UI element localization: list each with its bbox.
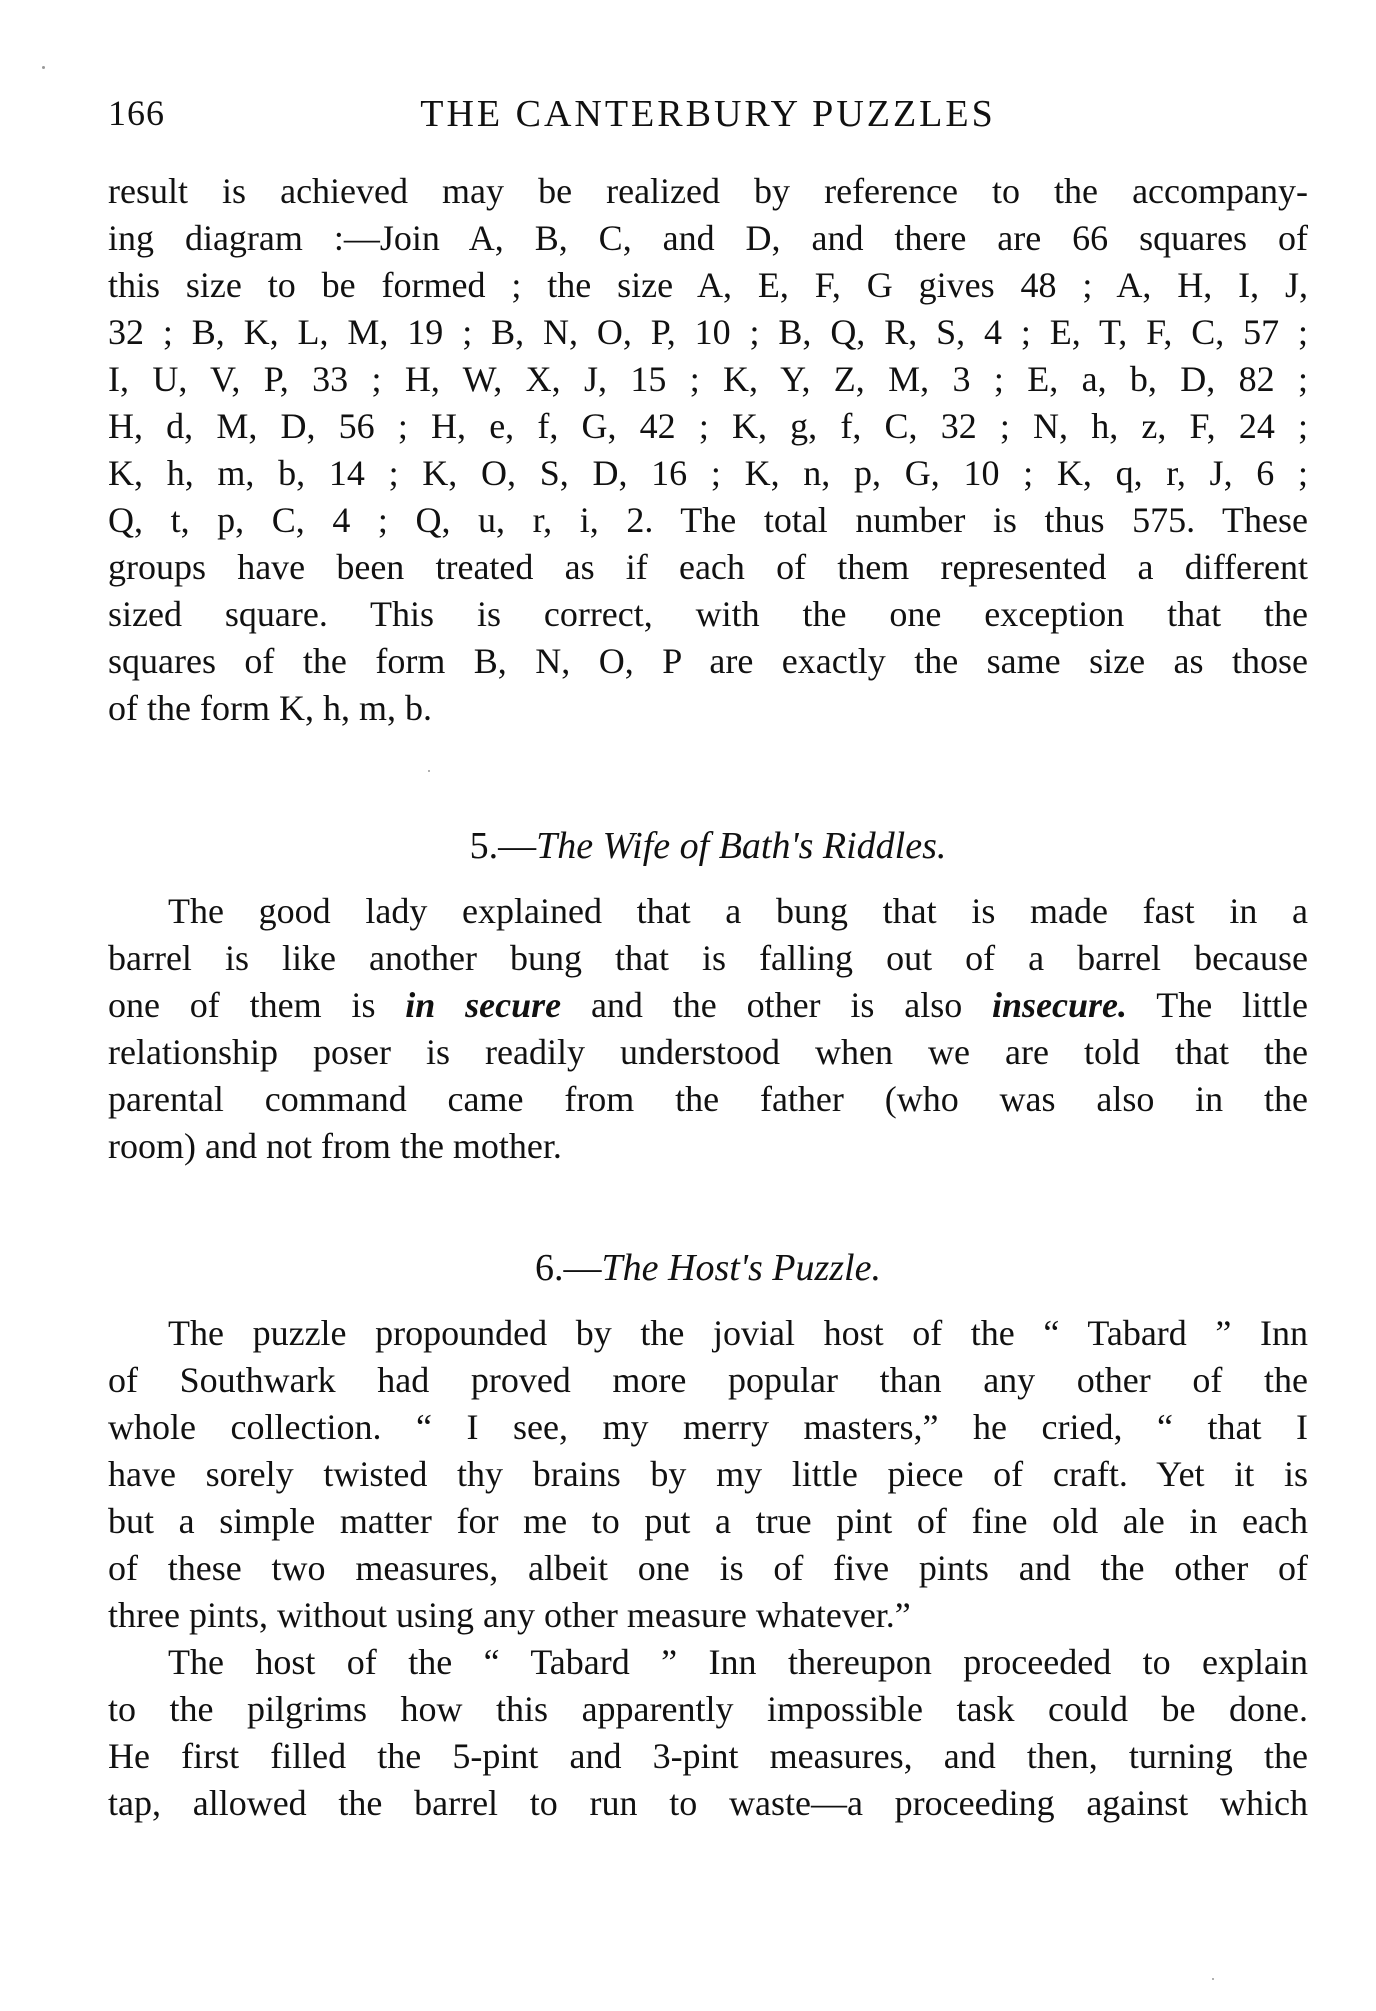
text-line: groups have been treated as if each of them represented a different: [108, 547, 1308, 587]
text-line: 32 ; B, K, L, M, 19 ; B, N, O, P, 10 ; B, Q, R, S, 4 ; E, T, F, C, 57 ;: [108, 312, 1308, 352]
text-line: to the pilgrims how this apparently impossible task could be done.: [108, 1689, 1308, 1729]
text-line: room) and not from the mother.: [108, 1126, 562, 1166]
continued-paragraph: [108, 168, 1308, 732]
text-segment: The little: [1127, 985, 1308, 1025]
text-line: He first filled the 5-pint and 3-pint measures, and then, turning the: [108, 1736, 1308, 1776]
section-5-paragraph: [108, 888, 1308, 1170]
text-segment: one of them is: [108, 985, 406, 1025]
text-line: three pints, without using any other measure whatever.”: [108, 1595, 911, 1635]
text-line: The good lady explained that a bung that is made fast in a: [168, 891, 1308, 931]
text-line: sized square. This is correct, with the one exception that the: [108, 594, 1308, 634]
text-line: of Southwark had proved more popular than any other of the: [108, 1360, 1308, 1400]
running-head: [108, 92, 1308, 140]
text-line: of the form K, h, m, b.: [108, 688, 432, 728]
text-line: relationship poser is readily understood when we are told that the: [108, 1032, 1308, 1072]
text-line: The host of the “ Tabard ” Inn thereupon proceeded to explain: [168, 1642, 1308, 1682]
paper-speck: [1212, 1978, 1214, 1980]
text-line: The puzzle propounded by the jovial host of the “ Tabard ” Inn: [168, 1313, 1308, 1353]
paper-speck: [428, 770, 430, 772]
text-line: this size to be formed ; the size A, E, F, G gives 48 ; A, H, I, J,: [108, 265, 1308, 305]
text-line: I, U, V, P, 33 ; H, W, X, J, 15 ; K, Y, Z, M, 3 ; E, a, b, D, 82 ;: [108, 359, 1308, 399]
section-5-heading: [108, 824, 1308, 868]
text-line: of these two measures, albeit one is of five pints and the other of: [108, 1548, 1308, 1588]
text-line: parental command came from the father (who was also in the: [108, 1079, 1308, 1119]
text-line: Q, t, p, C, 4 ; Q, u, r, i, 2. The total number is thus 575. These: [108, 500, 1308, 540]
section-6-title: The Host's Puzzle.: [601, 1247, 881, 1289]
paper-speck: [42, 66, 45, 69]
running-title: THE CANTERBURY PUZZLES: [420, 93, 996, 135]
section-6-heading: [108, 1246, 1308, 1290]
text-line: barrel is like another bung that is falling out of a barrel because: [108, 938, 1308, 978]
text-line: [108, 982, 1308, 1029]
text-segment: and the other is also: [561, 985, 993, 1025]
text-line: result is achieved may be realized by reference to the accompany-: [108, 171, 1308, 211]
section-6-paragraph-2: [108, 1639, 1308, 1827]
text-line: squares of the form B, N, O, P are exactly the same size as those: [108, 641, 1308, 681]
text-line: have sorely twisted thy brains by my little piece of craft. Yet it is: [108, 1454, 1308, 1494]
section-6-number: 6.—: [535, 1247, 602, 1289]
text-line: ing diagram :—Join A, B, C, and D, and there are 66 squares of: [108, 218, 1308, 258]
section-5-number: 5.—: [469, 825, 537, 867]
text-line: K, h, m, b, 14 ; K, O, S, D, 16 ; K, n, p, G, 10 ; K, q, r, J, 6 ;: [108, 453, 1308, 493]
section-6-paragraph-1: [108, 1310, 1308, 1639]
text-line: H, d, M, D, 56 ; H, e, f, G, 42 ; K, g, f, C, 32 ; N, h, z, F, 24 ;: [108, 406, 1308, 446]
text-line: but a simple matter for me to put a true pint of fine old ale in each: [108, 1501, 1308, 1541]
page-number: 166: [108, 93, 165, 133]
text-line: tap, allowed the barrel to run to waste—a proceeding against which: [108, 1783, 1308, 1823]
emphasis-in-secure: in secure: [405, 985, 562, 1025]
section-5-title: The Wife of Bath's Riddles.: [536, 825, 947, 867]
text-line: whole collection. “ I see, my merry masters,” he cried, “ that I: [108, 1407, 1308, 1447]
emphasis-insecure: insecure.: [992, 985, 1128, 1025]
